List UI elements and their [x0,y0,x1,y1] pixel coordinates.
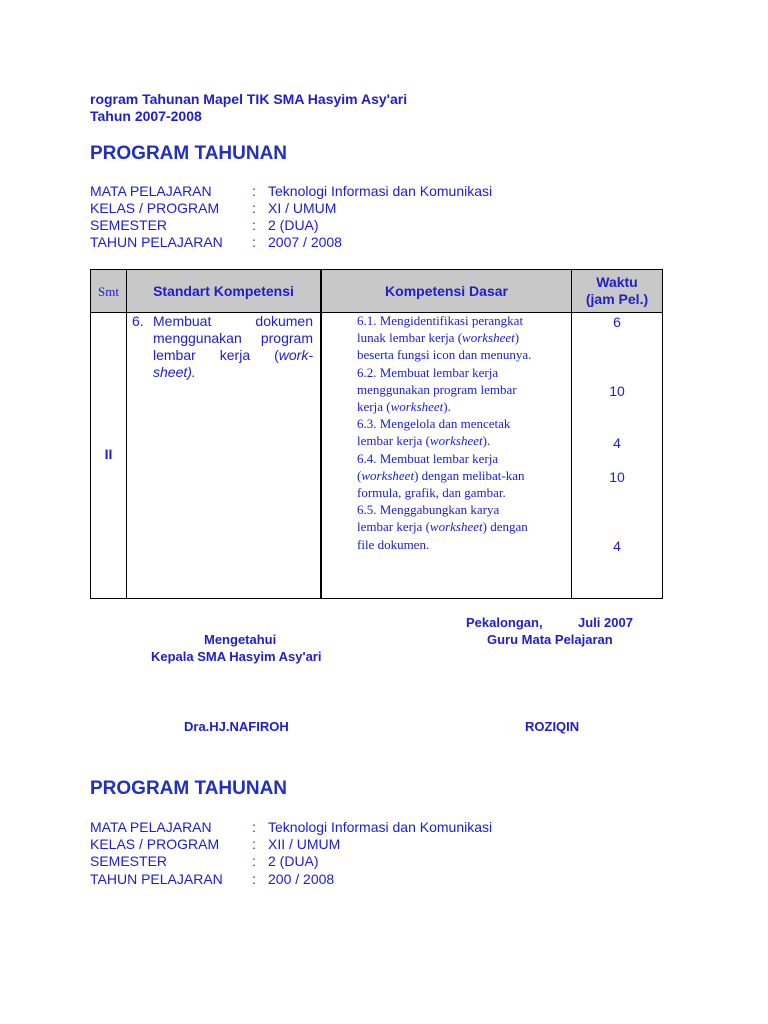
info-value: 2 (DUA) [268,853,319,869]
sk-line: sheet). [153,364,196,380]
info-colon: : [252,836,256,852]
sk-line: Membuat dokumen [153,313,313,329]
semester-value: II [104,446,113,462]
header-smt: Smt [98,284,119,299]
section1-info [90,183,570,253]
signature-date: Juli 2007 [578,615,633,630]
waktu-value: 4 [613,538,621,554]
program-table [90,269,663,599]
signature-right-name: ROZIQIN [525,719,580,734]
info-value: Teknologi Informasi dan Komunikasi [268,183,493,199]
kd-line: (worksheet) dengan melibat-kan [357,467,525,483]
signature-left-name: Dra.HJ.NAFIROH [184,719,289,734]
info-colon: : [252,200,256,216]
waktu-value: 6 [613,314,621,330]
info-value: XI / UMUM [268,200,337,216]
kd-line: kerja (worksheet). [357,399,451,415]
info-value: Teknologi Informasi dan Komunikasi [268,819,493,835]
kd-line: formula, grafik, dan gambar. [357,485,506,501]
sk-line: lembar kerja (work- [153,347,313,363]
waktu-value: 10 [609,469,625,485]
info-value: 200 / 2008 [268,871,335,887]
signature-left-subtitle: Kepala SMA Hasyim Asy'ari [151,649,322,664]
info-label: MATA PELAJARAN [90,183,212,199]
kd-line: beserta fungsi icon dan menunya. [357,347,532,363]
kd-line: 6.1. Mengidentifikasi perangkat [357,313,524,328]
info-colon: : [252,183,256,199]
signature-place: Pekalongan, [466,615,543,630]
info-label: TAHUN PELAJARAN [90,234,223,250]
info-colon: : [252,217,256,233]
header-kompetensi-dasar: Kompetensi Dasar [385,283,508,299]
info-value: 2007 / 2008 [268,234,342,250]
info-label: KELAS / PROGRAM [90,836,220,852]
sk-line: menggunakan program [153,330,313,346]
kd-list [357,312,567,553]
info-colon: : [252,234,256,250]
waktu-value: 4 [613,435,621,451]
info-colon: : [252,819,256,835]
kd-line: 6.3. Mengelola dan mencetak [357,416,511,432]
info-colon: : [252,871,256,887]
kd-line: 6.4. Membuat lembar kerja [357,450,499,466]
document-header-line1: rogram Tahunan Mapel TIK SMA Hasyim Asy'ari [90,91,408,107]
kd-line: 6.5. Menggabungkan karya [357,502,500,518]
section2-title: PROGRAM TAHUNAN [90,778,288,799]
info-label: SEMESTER [90,217,168,233]
document-header-line2: Tahun 2007-2008 [90,108,202,124]
kd-line: menggunakan program lembar [357,381,517,397]
header-jam-pel: (jam Pel.) [585,291,649,307]
header-waktu: Waktu [596,274,638,290]
info-value: XII / UMUM [268,836,341,852]
header-standart-kompetensi: Standart Kompetensi [153,283,294,299]
info-label: MATA PELAJARAN [90,819,212,835]
column-divider [126,270,127,598]
info-colon: : [252,853,256,869]
sk-number: 6. [132,313,144,329]
signature-left-title: Mengetahui [204,632,277,647]
info-label: SEMESTER [90,853,168,869]
info-value: 2 (DUA) [268,217,319,233]
kd-line: lunak lembar kerja (worksheet) [357,330,520,346]
info-label: TAHUN PELAJARAN [90,871,223,887]
kd-line: lembar kerja (worksheet). [357,433,491,449]
kd-line: 6.2. Membuat lembar kerja [357,364,499,380]
section2-info [90,819,570,889]
signature-right-title: Guru Mata Pelajaran [487,632,613,647]
kd-line: file dokumen. [357,536,430,552]
waktu-value: 10 [609,383,625,399]
column-divider [320,270,322,598]
info-label: KELAS / PROGRAM [90,200,220,216]
section1-title: PROGRAM TAHUNAN [90,143,288,164]
kd-line: lembar kerja (worksheet) dengan [357,519,528,535]
